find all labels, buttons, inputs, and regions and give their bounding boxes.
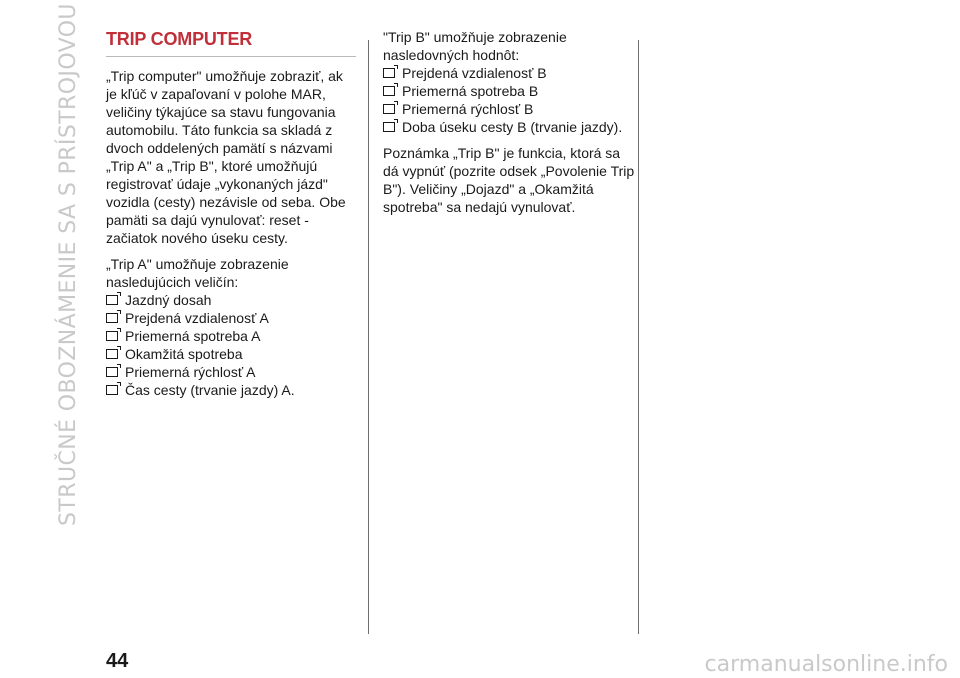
box-bullet-icon (106, 331, 118, 341)
list-item (106, 345, 356, 363)
list-item-text: Doba úseku cesty B (trvanie jazdy). (402, 119, 623, 135)
list-item-text: Prejdená vzdialenosť A (125, 310, 269, 326)
list-item-text: Čas cesty (trvanie jazdy) A. (125, 382, 295, 398)
list-item (106, 291, 356, 309)
box-bullet-icon (383, 86, 395, 96)
watermark-text: carmanualsonline.info (704, 652, 948, 677)
list-item (106, 381, 356, 399)
left-column (106, 28, 356, 407)
box-bullet-icon (106, 295, 118, 305)
list-item (383, 100, 638, 118)
list-item-text: Priemerná spotreba B (402, 83, 539, 99)
box-bullet-icon (106, 385, 118, 395)
list-item-text: Priemerná rýchlosť B (402, 101, 534, 117)
trip-b-list (383, 64, 638, 136)
list-item (383, 82, 638, 100)
box-bullet-icon (106, 349, 118, 359)
trip-a-list (106, 291, 356, 399)
heading-rule (106, 56, 356, 57)
list-item (106, 327, 356, 345)
intro-paragraph: „Trip computer" umožňuje zobraziť, ak je kľúč v zapaľovaní v polohe MAR, veličiny týkajúce sa stavu fungovania automobilu. Táto funkcia sa skladá z dvoch oddelených pamätí s názvami „Trip A" a „Trip B", ktoré umožňujú registrovať údaje „vykonaných jázd" vozidla (cesty) nezávisle od seba. Obe pamäti sa dajú vynulovať: reset - začiatok nového úseku cesty. (106, 68, 346, 246)
side-section-title-text: STRUČNÉ OBOZNÁMENIE SA S PRÍSTROJOVOU (55, 2, 81, 526)
box-bullet-icon (383, 104, 395, 114)
list-item (383, 118, 638, 136)
column-divider-left (368, 40, 369, 634)
section-heading: TRIP COMPUTER (106, 29, 253, 49)
side-section-title (46, 2, 90, 526)
column-divider-right (638, 40, 639, 634)
box-bullet-icon (106, 313, 118, 323)
trip-b-intro: "Trip B" umožňuje zobrazenie nasledovných hodnôt: (383, 29, 567, 63)
list-item (383, 64, 638, 82)
list-item-text: Priemerná spotreba A (125, 328, 261, 344)
list-item (106, 309, 356, 327)
trip-a-intro: „Trip A" umožňuje zobrazenie nasledujúcich veličín: (106, 256, 289, 290)
list-item (106, 363, 356, 381)
list-item-text: Jazdný dosah (125, 292, 212, 308)
note-paragraph: Poznámka „Trip B" je funkcia, ktorá sa dá vypnúť (pozrite odsek „Povolenie Trip B"). Veličiny „Dojazd" a „Okamžitá spotreba" sa nedajú vynulovať. (383, 145, 635, 215)
list-item-text: Okamžitá spotreba (125, 346, 243, 362)
list-item-text: Prejdená vzdialenosť B (402, 65, 547, 81)
box-bullet-icon (383, 68, 395, 78)
right-column (383, 28, 638, 224)
page-number: 44 (106, 650, 129, 672)
list-item-text: Priemerná rýchlosť A (125, 364, 256, 380)
box-bullet-icon (106, 367, 118, 377)
box-bullet-icon (383, 122, 395, 132)
